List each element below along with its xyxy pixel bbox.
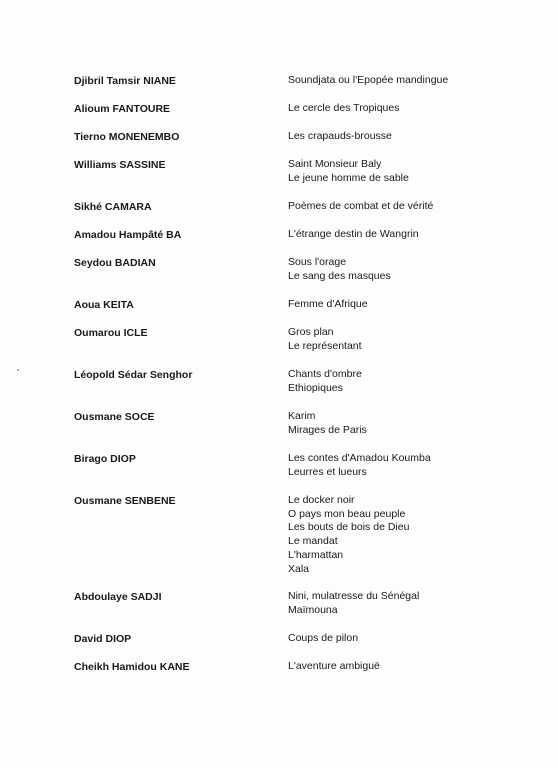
author-name: Sikhé CAMARA [74, 201, 152, 213]
work-title: Femme d'Afrique [288, 298, 368, 310]
works-list [288, 452, 431, 479]
author-name: Williams SASSINE [74, 159, 166, 171]
works-list [288, 410, 367, 437]
work-title: Le mandat [288, 535, 338, 548]
author-name: Tierno MONENEMBO [74, 131, 180, 143]
work-title: Le jeune homme de sable [288, 171, 409, 184]
work-title: Maïmouna [288, 603, 338, 616]
work-title: Coups de pilon [288, 632, 359, 644]
author-name: Oumarou ICLE [74, 327, 148, 339]
works-list [288, 368, 362, 395]
works-list [288, 326, 362, 353]
works-list [288, 228, 419, 242]
works-list [288, 130, 392, 144]
work-title: Poèmes de combat et de vérité [288, 200, 434, 212]
work-title: Nini, mulatresse du Sénégal [288, 590, 420, 602]
author-name: Amadou Hampâté BA [74, 229, 182, 241]
works-list [288, 102, 399, 116]
works-list [288, 590, 419, 617]
author-name: Léopold Sédar Senghor [74, 369, 193, 381]
works-list [288, 200, 433, 214]
author-name: Abdoulaye SADJI [74, 591, 162, 603]
work-title: L'étrange destin de Wangrin [288, 228, 419, 240]
author-name: Djibril Tamsir NIANE [74, 75, 176, 87]
work-title: Soundjata ou l'Epopée mandingue [288, 74, 449, 86]
works-list [288, 660, 380, 674]
work-title: O pays mon beau peuple [288, 507, 406, 520]
work-title: Ethiopiques [288, 381, 343, 394]
work-title: Le sang des masques [288, 269, 391, 282]
works-list [288, 256, 391, 283]
work-title: Saint Monsieur Baly [288, 158, 382, 170]
work-title: Le docker noir [288, 494, 355, 506]
works-list [288, 158, 409, 185]
author-name: Alioum FANTOURE [74, 103, 171, 115]
works-list [288, 494, 409, 576]
work-title: Le cercle des Tropiques [288, 102, 400, 114]
author-name: Birago DIOP [74, 453, 136, 465]
work-title: Les crapauds-brousse [288, 130, 392, 142]
work-title: Mirages de Paris [288, 423, 367, 436]
author-name: Ousmane SOCE [74, 411, 155, 423]
work-title: L'harmattan [288, 548, 344, 561]
work-title: Leurres et lueurs [288, 465, 367, 478]
author-name: David DIOP [74, 633, 132, 645]
work-title: Xala [288, 562, 310, 575]
author-name: Seydou BADIAN [74, 257, 156, 269]
works-list [288, 74, 448, 88]
author-name: Aoua KEITA [74, 299, 134, 311]
author-name: Cheikh Hamidou KANE [74, 661, 190, 673]
works-list [288, 632, 358, 646]
work-title: Chants d'ombre [288, 368, 362, 380]
work-title: Sous l'orage [288, 256, 347, 268]
work-title: Les bouts de bois de Dieu [288, 521, 410, 534]
scan-speck [17, 369, 19, 371]
author-name: Ousmane SENBENE [74, 495, 176, 507]
work-title: Le représentant [288, 339, 362, 352]
work-title: L'aventure ambiguë [288, 660, 380, 672]
work-title: Les contes d'Amadou Koumba [288, 452, 431, 464]
work-title: Gros plan [288, 326, 334, 338]
work-title: Karim [288, 410, 316, 422]
works-list [288, 298, 368, 312]
